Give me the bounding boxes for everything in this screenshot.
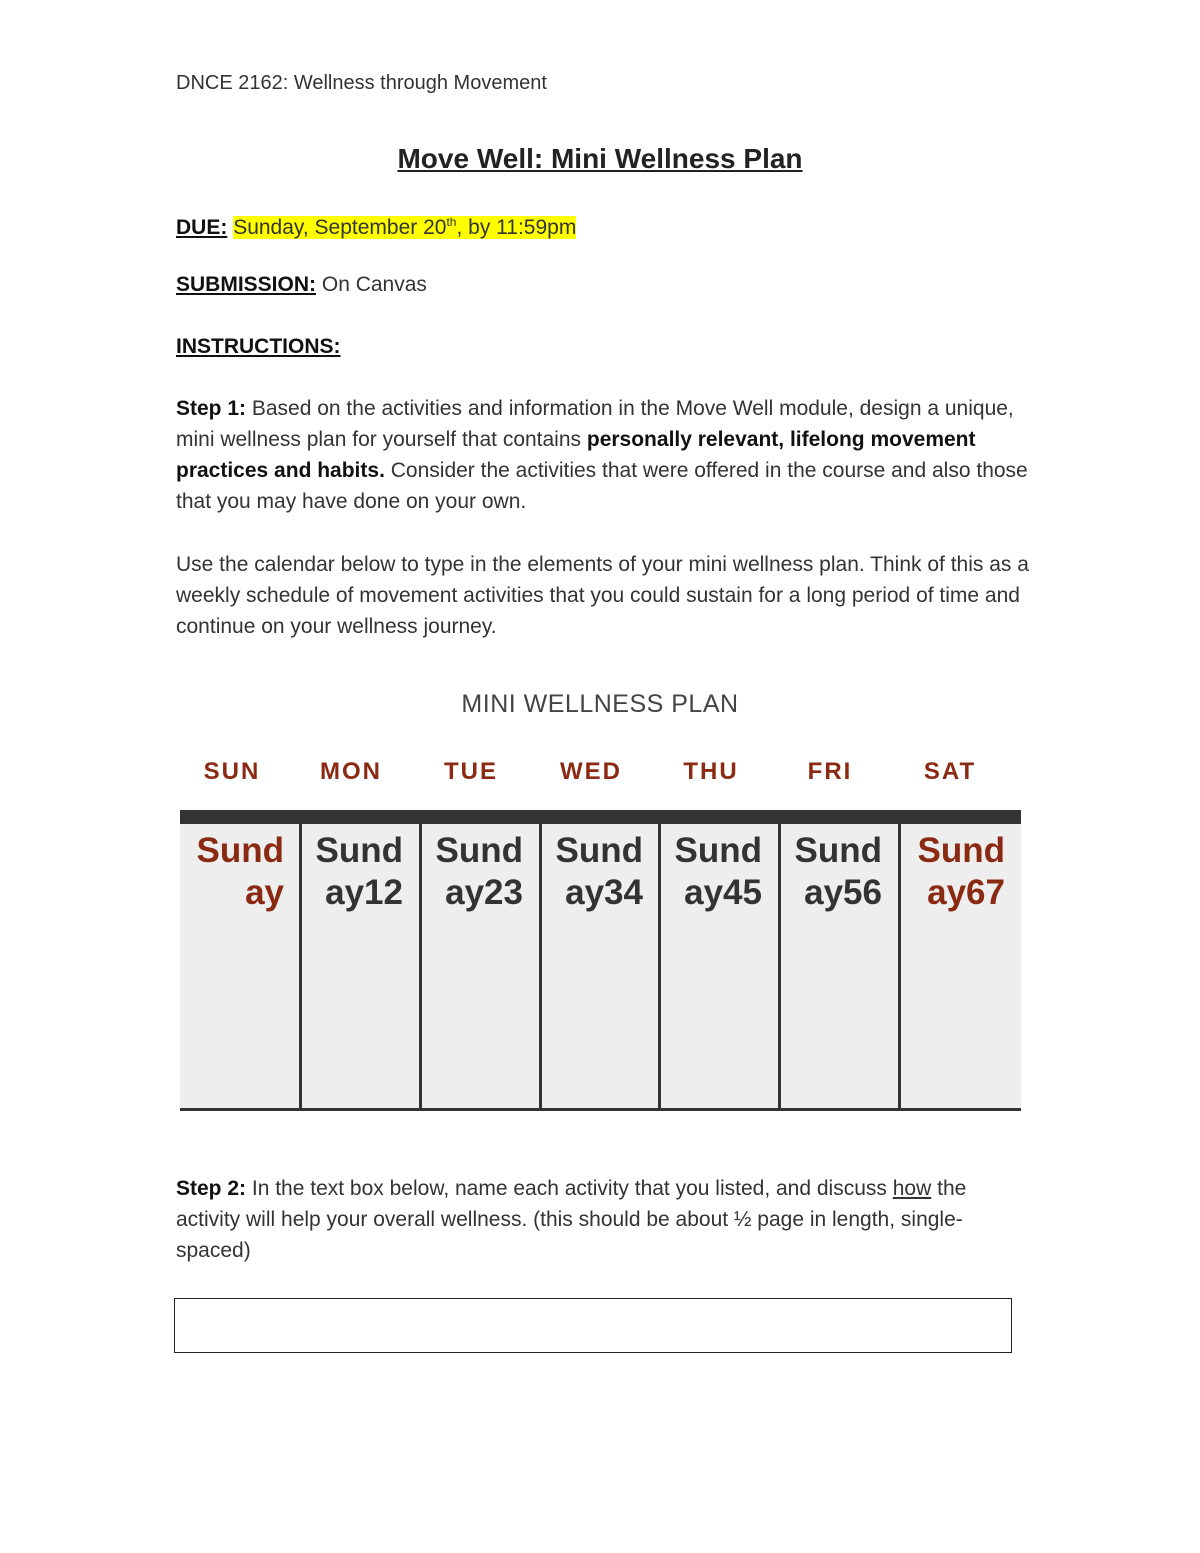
calendar-cell-text: Sund ay12 bbox=[315, 831, 403, 912]
day-header-mon: MON bbox=[320, 758, 382, 785]
instructions-label: INSTRUCTIONS: bbox=[176, 335, 341, 358]
step2-text-a: In the text box below, name each activity that you listed, and discuss bbox=[251, 1177, 887, 1200]
calendar-title: MINI WELLNESS PLAN bbox=[461, 690, 739, 718]
answer-text-box[interactable] bbox=[174, 1298, 1012, 1353]
day-header-tue: TUE bbox=[444, 758, 498, 785]
calendar-grid bbox=[180, 824, 1021, 1111]
due-text-pre: Sunday, September 20 bbox=[233, 216, 447, 239]
calendar-top-bar bbox=[180, 810, 1021, 824]
day-header-sun: SUN bbox=[203, 758, 261, 785]
submission-line bbox=[176, 269, 427, 300]
submission-label: SUBMISSION: bbox=[176, 273, 317, 296]
step1-text-a: Based on the activities and information in the Move Well module, design a unique, mini wellness plan for yourself that contains bbox=[176, 397, 1014, 451]
step1-paragraph bbox=[176, 393, 1036, 517]
due-date bbox=[233, 216, 576, 239]
calendar-cell-text: Sund ay23 bbox=[435, 831, 523, 912]
step2-label: Step 2: bbox=[176, 1177, 247, 1200]
page-header: DNCE 2162: Wellness through Movement bbox=[176, 72, 547, 94]
calendar-cell-tue[interactable] bbox=[419, 824, 539, 1108]
submission-text: On Canvas bbox=[321, 273, 427, 296]
calendar-cell-thu[interactable] bbox=[658, 824, 778, 1108]
calendar-cell-fri[interactable] bbox=[778, 824, 898, 1108]
step2-text-b: the activity will help your overall wellness. (this should be about ½ page in length, single-spaced) bbox=[176, 1177, 967, 1262]
step1-label: Step 1: bbox=[176, 397, 247, 420]
due-line bbox=[176, 207, 576, 243]
calendar-cell-wed[interactable] bbox=[539, 824, 659, 1108]
due-text-post: , by 11:59pm bbox=[456, 216, 577, 239]
due-label: DUE: bbox=[176, 216, 228, 239]
step2-paragraph bbox=[176, 1173, 1026, 1266]
day-header-wed: WED bbox=[560, 758, 622, 785]
step1-text-b: Consider the activities that were offered in the course and also those that you may have done on your own. bbox=[176, 459, 1028, 513]
calendar-cell-text: Sund ay34 bbox=[555, 831, 643, 912]
step2-underlined: how bbox=[892, 1177, 932, 1200]
page-title: Move Well: Mini Wellness Plan bbox=[397, 143, 803, 174]
calendar-cell-mon[interactable] bbox=[299, 824, 419, 1108]
day-header-thu: THU bbox=[683, 758, 739, 785]
step1-bold: personally relevant, lifelong movement practices and habits. bbox=[176, 428, 976, 482]
calendar-cell-sun[interactable] bbox=[180, 824, 300, 1108]
due-sup: th bbox=[446, 215, 457, 229]
instructions-heading bbox=[176, 331, 341, 362]
calendar-cell-text: Sund ay67 bbox=[917, 831, 1005, 912]
calendar-cell-text: Sund ay bbox=[196, 831, 284, 912]
calendar-cell-sat[interactable] bbox=[898, 824, 1021, 1108]
calendar-cell-text: Sund ay56 bbox=[794, 831, 882, 912]
calendar-intro: Use the calendar below to type in the elements of your mini wellness plan. Think of this as a weekly schedule of movement activities that you could sustain for a long period of time and continue on your wellness journey. bbox=[176, 553, 1029, 638]
day-header-fri: FRI bbox=[807, 758, 853, 785]
day-header-sat: SAT bbox=[923, 758, 977, 785]
calendar-cell-text: Sund ay45 bbox=[674, 831, 762, 912]
